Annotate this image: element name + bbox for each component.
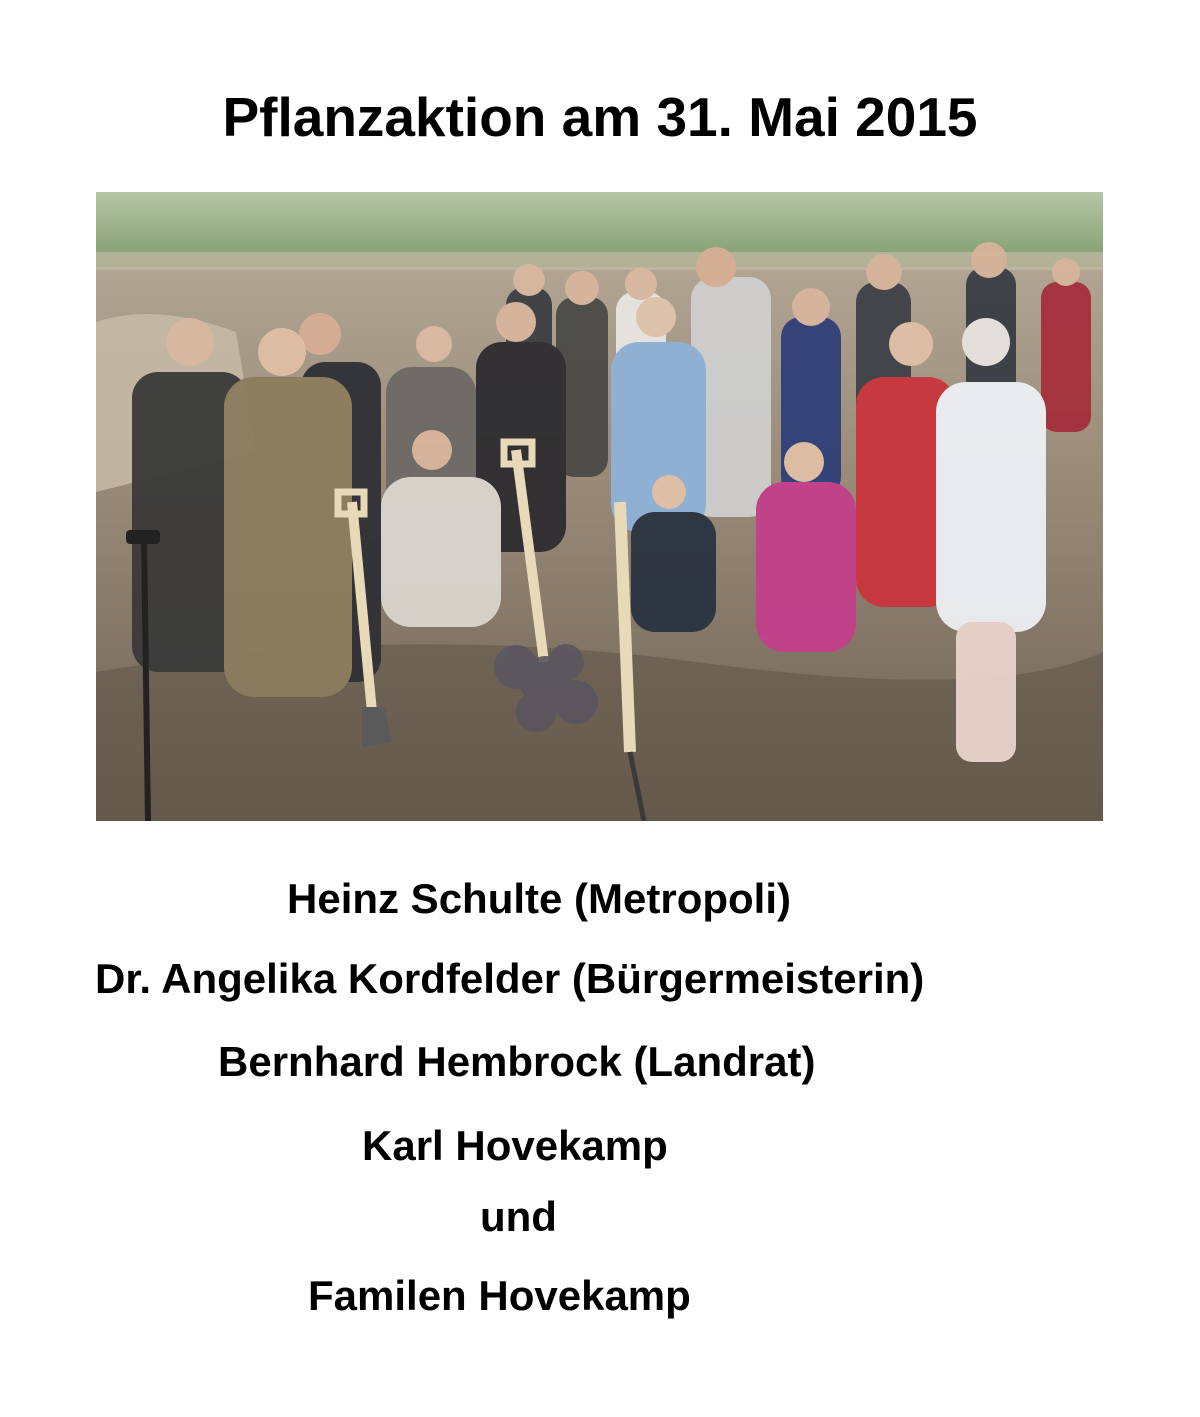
tripod-pole — [144, 537, 148, 821]
caption-und: und — [480, 1193, 557, 1240]
page-title: Pflanzaktion am 31. Mai 2015 — [222, 86, 978, 148]
caption-bernhard-hembrock: Bernhard Hembrock (Landrat) — [218, 1038, 816, 1085]
caption-heinz-schulte: Heinz Schulte (Metropoli) — [287, 875, 791, 922]
caption-karl-hovekamp: Karl Hovekamp — [362, 1122, 668, 1169]
caption-angelika-kordfelder: Dr. Angelika Kordfelder (Bürgermeisterin) — [95, 955, 925, 1002]
caption-familen-hovekamp: Familen Hovekamp — [308, 1272, 691, 1319]
group-photo — [96, 192, 1103, 821]
